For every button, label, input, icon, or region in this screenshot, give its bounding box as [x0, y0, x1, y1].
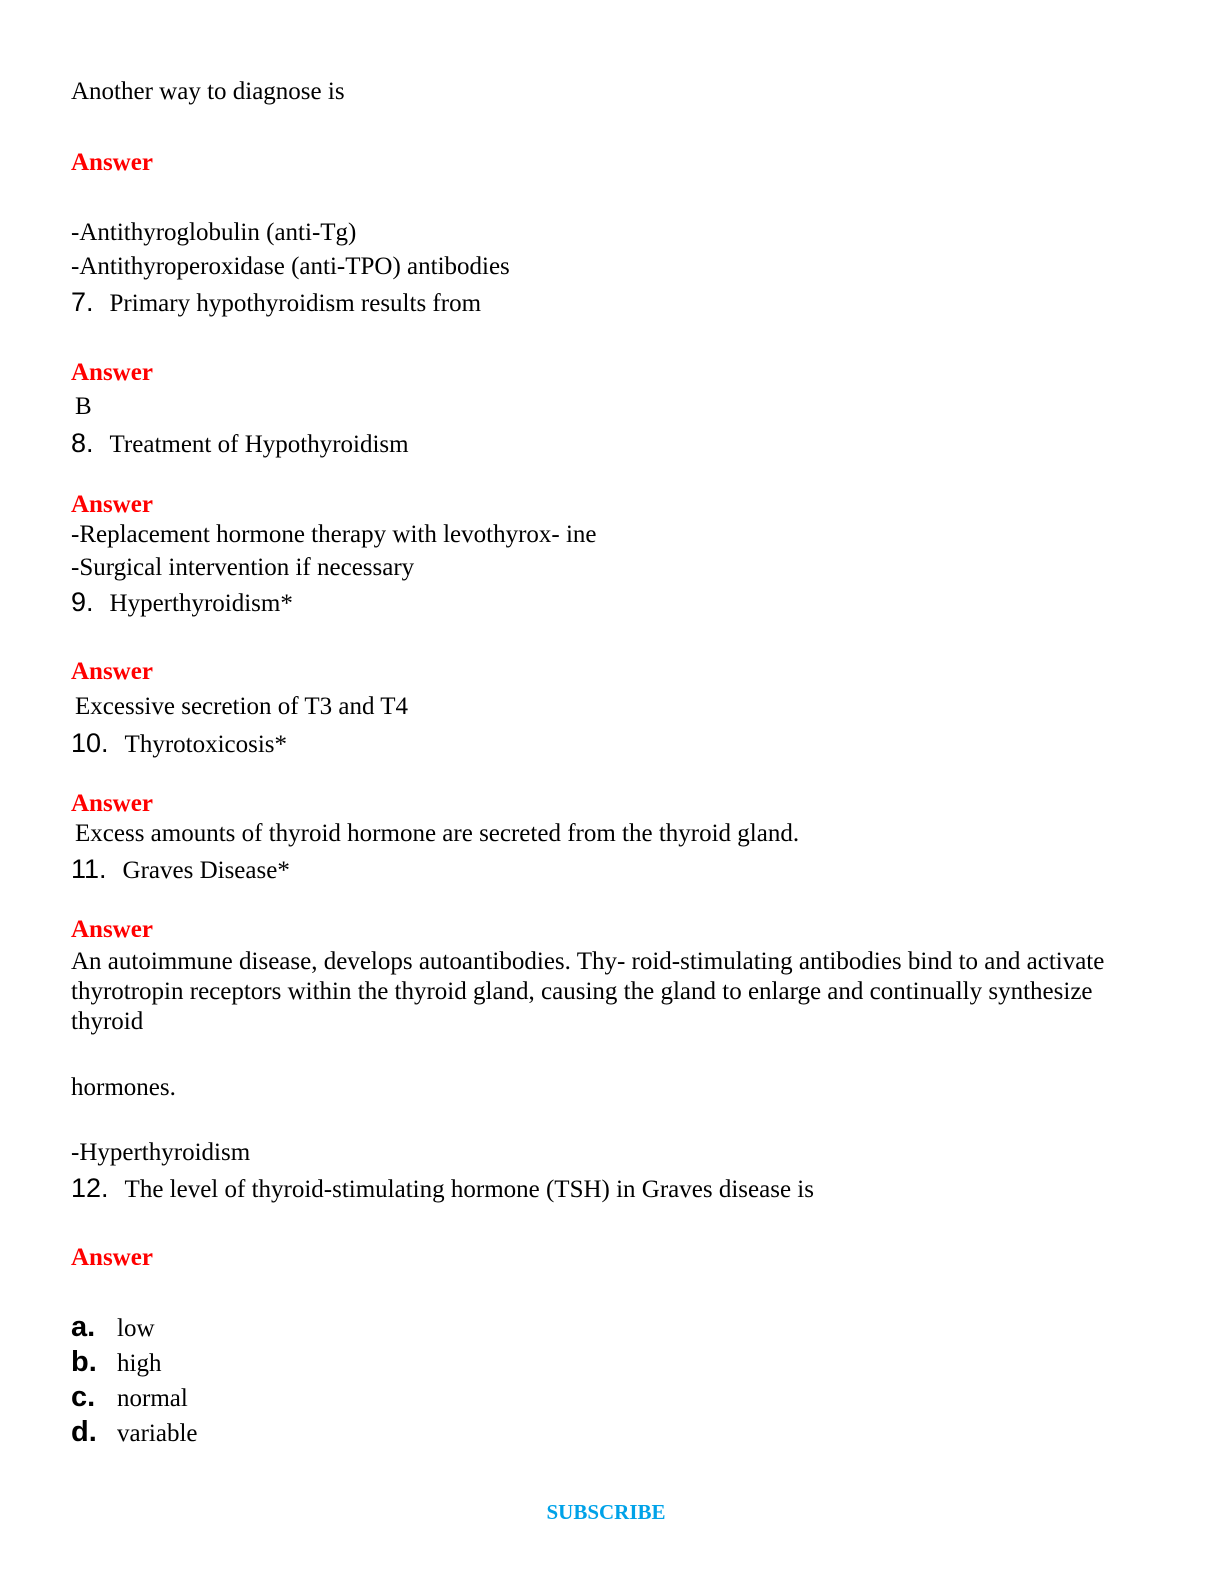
question-number: 9. [71, 587, 94, 617]
question-9 [71, 586, 293, 620]
option-letter: a. [71, 1311, 96, 1343]
option-d [71, 1416, 198, 1450]
subscribe-link[interactable]: SUBSCRIBE [546, 1500, 666, 1524]
question-7 [71, 286, 481, 320]
question-number: 12. [71, 1173, 109, 1203]
answer-label: Answer [71, 658, 153, 685]
question-number: 8. [71, 428, 94, 458]
option-b [71, 1346, 161, 1380]
question-8 [71, 427, 409, 461]
answer-label: Answer [71, 790, 153, 817]
option-text: normal [117, 1385, 188, 1412]
option-text: variable [117, 1420, 198, 1447]
answer-paragraph: An autoimmune disease, develops autoantibodies. Thy- roid-stimulating antibodies bind to and activate thyrotropin receptors within the thyroid gland, causing the gland to enlarge and continually synthesize thyroid [71, 948, 1105, 1035]
question-number: 7. [71, 287, 94, 317]
question-text: Graves Disease* [122, 857, 290, 884]
question-number: 10. [71, 728, 109, 758]
answer-text: Excessive secretion of T3 and T4 [75, 693, 409, 720]
intro-question: Another way to diagnose is [71, 78, 345, 105]
option-letter: d. [71, 1416, 97, 1448]
question-number: 11. [71, 854, 107, 884]
question-text: Primary hypothyroidism results from [109, 290, 482, 317]
question-text: Hyperthyroidism* [109, 590, 293, 617]
answer-label: Answer [71, 359, 153, 386]
question-11 [71, 853, 290, 887]
answer-text: -Antithyroperoxidase (anti-TPO) antibodies [71, 253, 510, 280]
answer-label: Answer [71, 916, 153, 943]
option-letter: b. [71, 1346, 97, 1378]
option-text: high [117, 1350, 162, 1377]
answer-text: -Antithyroglobulin (anti-Tg) [71, 219, 357, 246]
answer-text: -Replacement hormone therapy with levothyrox- ine [71, 521, 597, 548]
answer-text: -Hyperthyroidism [71, 1139, 251, 1166]
answer-text: -Surgical intervention if necessary [71, 554, 415, 581]
option-a [71, 1311, 155, 1345]
option-c [71, 1381, 188, 1415]
question-12 [71, 1172, 814, 1206]
question-10 [71, 727, 287, 761]
answer-text: hormones. [71, 1074, 176, 1101]
question-text: The level of thyroid-stimulating hormone (TSH) in Graves disease is [124, 1176, 814, 1203]
option-letter: c. [71, 1381, 96, 1413]
question-text: Treatment of Hypothyroidism [109, 431, 409, 458]
answer-text: B [75, 393, 92, 420]
answer-text: Excess amounts of thyroid hormone are secreted from the thyroid gland. [75, 820, 800, 847]
answer-label: Answer [71, 1244, 153, 1271]
question-text: Thyrotoxicosis* [124, 731, 288, 758]
answer-label: Answer [71, 491, 153, 518]
answer-label: Answer [71, 149, 153, 176]
option-text: low [117, 1315, 155, 1342]
